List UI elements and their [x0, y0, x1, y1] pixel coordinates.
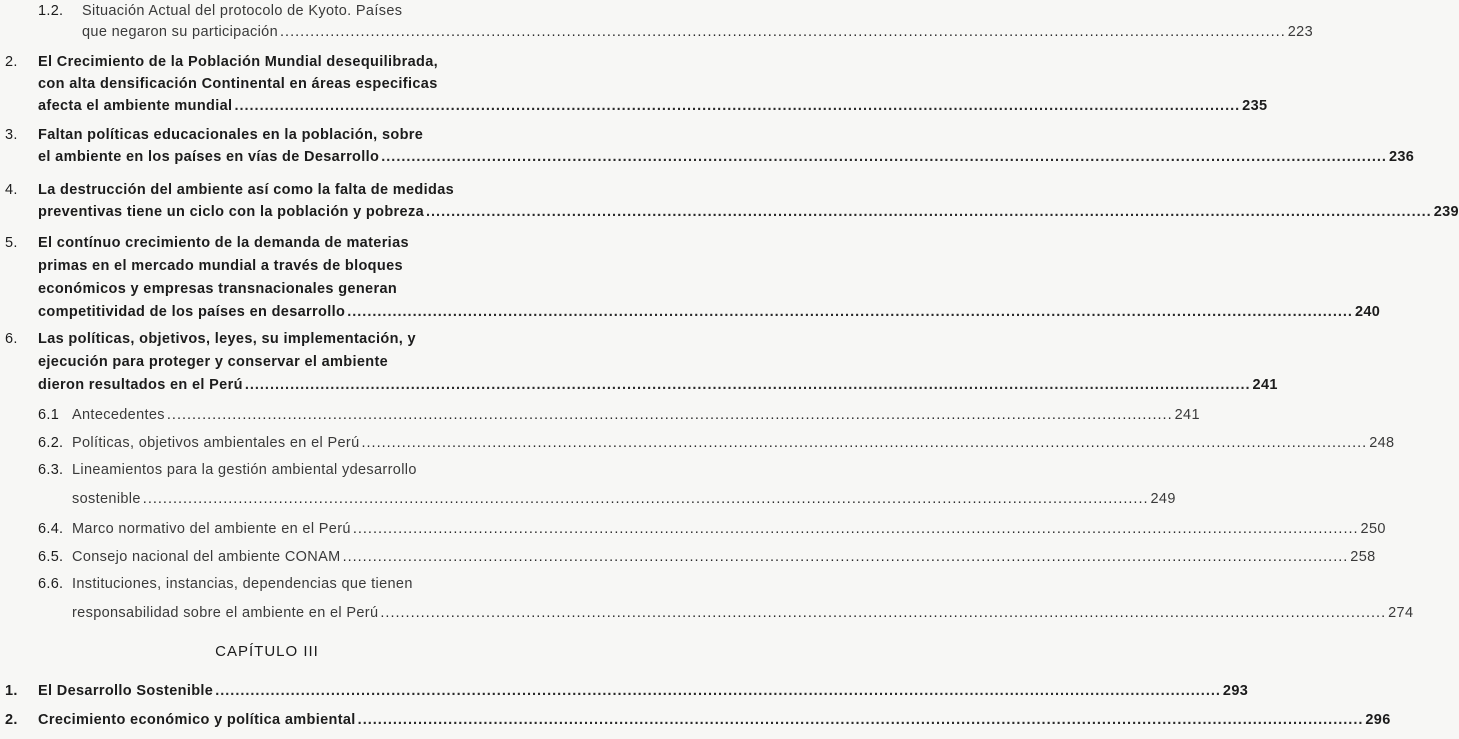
leader-dots: ........................................................................................................................................................................................................	[142, 491, 1149, 507]
toc-page-number: 240	[1354, 304, 1381, 320]
leader-dots: ........................................................................................................................................................................................................	[425, 204, 1432, 220]
toc-page-number: 293	[1222, 683, 1249, 699]
toc-entry-title: Consejo nacional del ambiente CONAM	[72, 549, 341, 565]
toc-entry-text-line	[72, 546, 1376, 568]
toc-page-number: 239	[1433, 204, 1459, 220]
leader-dots: ........................................................................................................................................................................................................	[352, 521, 1359, 537]
toc-entry-title: económicos y empresas transnacionales generan	[38, 281, 398, 297]
toc-page-number: 248	[1369, 435, 1395, 451]
toc-entry-text-line	[72, 602, 1414, 624]
toc-entry-title: con alta densificación Continental en áreas especificas	[38, 76, 438, 92]
toc-entry-title: Marco normativo del ambiente en el Perú	[72, 521, 351, 537]
toc-entry-text-line	[38, 179, 454, 201]
toc-page-number: 274	[1388, 605, 1414, 621]
toc-entry-text-line	[38, 232, 409, 254]
toc-entry-title: competitividad de los países en desarrollo	[38, 304, 346, 320]
toc-entry-title: ejecución para proteger y conservar el ambiente	[38, 354, 389, 370]
toc-page-number: 236	[1388, 149, 1415, 165]
toc-entry-number: 6.1	[38, 407, 60, 423]
leader-dots: ........................................................................................................................................................................................................	[215, 683, 1221, 699]
toc-page-number: 250	[1360, 521, 1386, 537]
toc-entry-title: responsabilidad sobre el ambiente en el Perú	[72, 605, 379, 621]
toc-entry-text-line	[82, 21, 1313, 43]
toc-entry-title: Las políticas, objetivos, leyes, su implementación, y	[38, 331, 416, 347]
toc-entry-text-line	[72, 518, 1386, 540]
toc-entry-text-line	[38, 124, 423, 146]
toc-entry-title: El Crecimiento de la Población Mundial desequilibrada,	[38, 54, 439, 70]
toc-entry-text-line	[38, 351, 388, 373]
toc-entry-text-line	[82, 0, 402, 22]
toc-entry-text-line	[38, 709, 1391, 731]
toc-entry-number: 6.	[5, 331, 18, 347]
toc-entry-title: El contínuo crecimiento de la demanda de materias	[38, 235, 409, 251]
toc-entry-title: Antecedentes	[72, 407, 165, 423]
toc-entry-number: 6.5.	[38, 549, 64, 565]
toc-entry-number: 1.2.	[38, 3, 64, 19]
toc-entry-text-line	[38, 51, 438, 73]
toc-entry-number: 6.4.	[38, 521, 64, 537]
toc-page-number: 296	[1365, 712, 1391, 728]
toc-entry-text-line	[38, 680, 1249, 702]
toc-entry-title: Lineamientos para la gestión ambiental ydesarrollo	[72, 462, 417, 478]
toc-entry-text-line	[38, 95, 1268, 117]
toc-entry-text-line	[72, 432, 1395, 454]
toc-entry-text-line	[72, 404, 1200, 426]
leader-dots: ........................................................................................................................................................................................................	[361, 435, 1368, 451]
toc-entry-number: 5.	[5, 235, 18, 251]
leader-dots: ........................................................................................................................................................................................................	[380, 605, 1387, 621]
toc-entry-title: dieron resultados en el Perú	[38, 377, 243, 393]
toc-page-number: 258	[1350, 549, 1376, 565]
leader-dots: ........................................................................................................................................................................................................	[280, 24, 1286, 40]
toc-entry-title: Situación Actual del protocolo de Kyoto. Países	[82, 3, 403, 19]
toc-entry-text-line	[72, 488, 1176, 510]
toc-entry-text-line	[38, 374, 1278, 396]
toc-entry-number: 2.	[5, 54, 18, 70]
leader-dots: ........................................................................................................................................................................................................	[357, 712, 1364, 728]
toc-entry-text-line	[38, 278, 397, 300]
toc-page-number: 235	[1242, 98, 1268, 114]
toc-entry-text-line	[38, 328, 416, 350]
leader-dots: ........................................................................................................................................................................................................	[234, 98, 1241, 114]
toc-entry-title: preventivas tiene un ciclo con la población y pobreza	[38, 204, 424, 220]
toc-entry-title: primas en el mercado mundial a través de bloques	[38, 258, 403, 274]
toc-entry-title: Faltan políticas educacionales en la población, sobre	[38, 127, 424, 143]
toc-entry-title: El Desarrollo Sostenible	[38, 683, 214, 699]
leader-dots: ........................................................................................................................................................................................................	[381, 149, 1387, 165]
toc-page-number: 223	[1287, 24, 1313, 40]
toc-page-number: 241	[1174, 407, 1200, 423]
chapter-title: CAPÍTULO III	[215, 643, 319, 660]
toc-entry-number: 4.	[5, 182, 18, 198]
toc-entry-text-line	[38, 146, 1415, 168]
toc-entry-title: La destrucción del ambiente así como la falta de medidas	[38, 182, 455, 198]
toc-entry-text-line	[38, 255, 403, 277]
toc-entry-title: el ambiente en los países en vías de Desarrollo	[38, 149, 380, 165]
toc-page-number: 249	[1150, 491, 1176, 507]
toc-entry-number: 6.6.	[38, 576, 64, 592]
toc-entry-text-line	[72, 573, 413, 595]
toc-entry-number: 6.2.	[38, 435, 64, 451]
toc-entry-title: sostenible	[72, 491, 141, 507]
toc-entry-title: afecta el ambiente mundial	[38, 98, 233, 114]
toc-entry-text-line	[72, 459, 417, 481]
toc-entry-title: Políticas, objetivos ambientales en el Perú	[72, 435, 360, 451]
toc-entry-number: 3.	[5, 127, 18, 143]
leader-dots: ........................................................................................................................................................................................................	[166, 407, 1173, 423]
toc-entry-number: 1.	[5, 683, 18, 699]
toc-entry-text-line	[38, 301, 1381, 323]
leader-dots: ........................................................................................................................................................................................................	[347, 304, 1353, 320]
toc-entry-number: 6.3.	[38, 462, 64, 478]
toc-entry-title: Instituciones, instancias, dependencias que tienen	[72, 576, 413, 592]
toc-entry-text-line	[38, 201, 1459, 223]
toc-entry-text-line	[38, 73, 438, 95]
leader-dots: ........................................................................................................................................................................................................	[342, 549, 1349, 565]
toc-entry-number: 2.	[5, 712, 18, 728]
leader-dots: ........................................................................................................................................................................................................	[244, 377, 1251, 393]
toc-entry-title: que negaron su participación	[82, 24, 279, 40]
toc-entry-title: Crecimiento económico y política ambiental	[38, 712, 356, 728]
toc-page-number: 241	[1252, 377, 1278, 393]
